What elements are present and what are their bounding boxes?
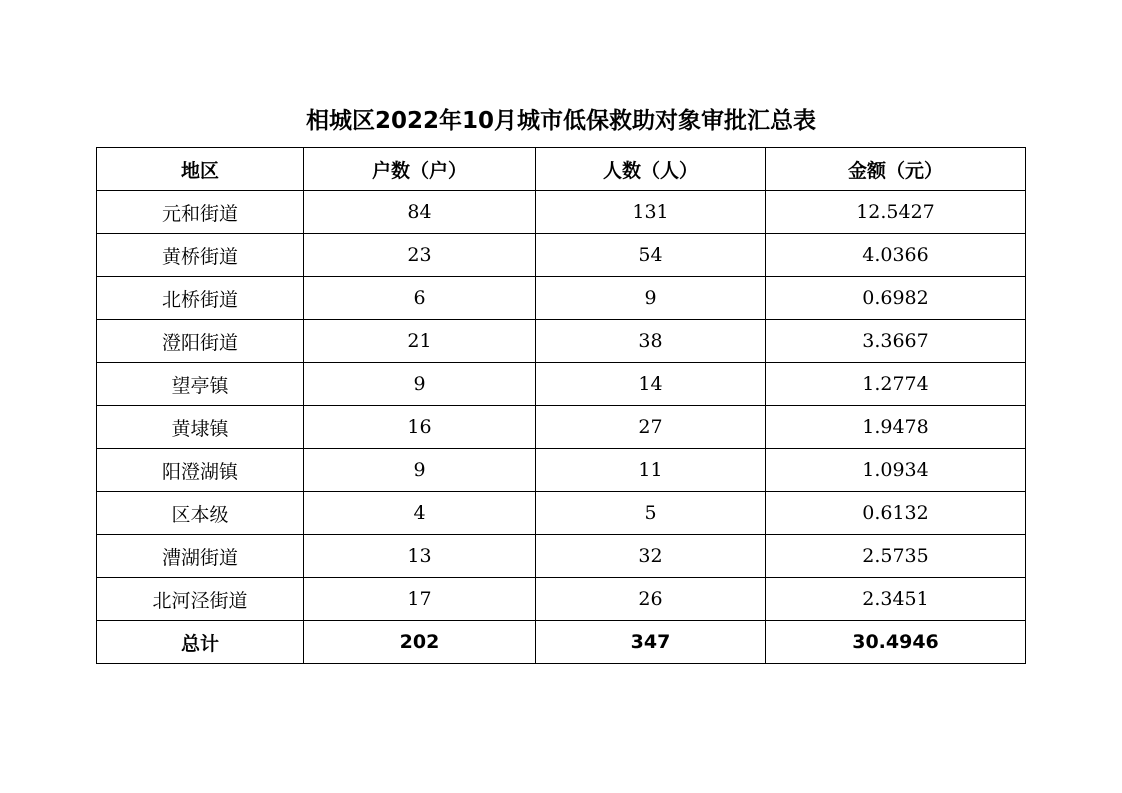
header-region: 地区 [97,148,304,191]
cell-amount: 0.6132 [766,492,1026,535]
cell-amount: 12.5427 [766,191,1026,234]
cell-region: 北河泾街道 [97,578,304,621]
cell-people: 5 [536,492,766,535]
header-households: 户数（户） [304,148,536,191]
cell-households: 9 [304,363,536,406]
cell-people: 11 [536,449,766,492]
cell-amount: 1.9478 [766,406,1026,449]
cell-amount: 2.5735 [766,535,1026,578]
cell-region: 黄桥街道 [97,234,304,277]
total-people: 347 [536,621,766,664]
cell-region: 黄埭镇 [97,406,304,449]
cell-households: 6 [304,277,536,320]
cell-region: 元和街道 [97,191,304,234]
cell-households: 9 [304,449,536,492]
cell-households: 17 [304,578,536,621]
table-row [97,277,1026,320]
cell-amount: 1.2774 [766,363,1026,406]
table-row [97,191,1026,234]
cell-people: 26 [536,578,766,621]
header-amount: 金额（元） [766,148,1026,191]
cell-people: 32 [536,535,766,578]
table-total-row [97,621,1026,664]
total-amount: 30.4946 [766,621,1026,664]
table-row [97,320,1026,363]
cell-region: 望亭镇 [97,363,304,406]
cell-region: 区本级 [97,492,304,535]
cell-amount: 4.0366 [766,234,1026,277]
cell-amount: 1.0934 [766,449,1026,492]
page-title: 相城区2022年10月城市低保救助对象审批汇总表 [305,108,817,134]
cell-people: 27 [536,406,766,449]
table-row [97,234,1026,277]
total-label: 总计 [97,621,304,664]
table-row [97,406,1026,449]
cell-region: 北桥街道 [97,277,304,320]
table-row [97,535,1026,578]
cell-region: 漕湖街道 [97,535,304,578]
cell-people: 54 [536,234,766,277]
cell-people: 38 [536,320,766,363]
cell-people: 9 [536,277,766,320]
table-header-row [97,148,1026,191]
cell-households: 21 [304,320,536,363]
cell-region: 阳澄湖镇 [97,449,304,492]
summary-table [96,147,1026,664]
cell-region: 澄阳街道 [97,320,304,363]
cell-amount: 0.6982 [766,277,1026,320]
cell-households: 16 [304,406,536,449]
cell-households: 84 [304,191,536,234]
cell-amount: 3.3667 [766,320,1026,363]
table-row [97,449,1026,492]
table-row [97,363,1026,406]
table-row [97,578,1026,621]
cell-people: 14 [536,363,766,406]
cell-households: 23 [304,234,536,277]
cell-households: 13 [304,535,536,578]
header-people: 人数（人） [536,148,766,191]
total-households: 202 [304,621,536,664]
cell-people: 131 [536,191,766,234]
cell-amount: 2.3451 [766,578,1026,621]
table-row [97,492,1026,535]
cell-households: 4 [304,492,536,535]
